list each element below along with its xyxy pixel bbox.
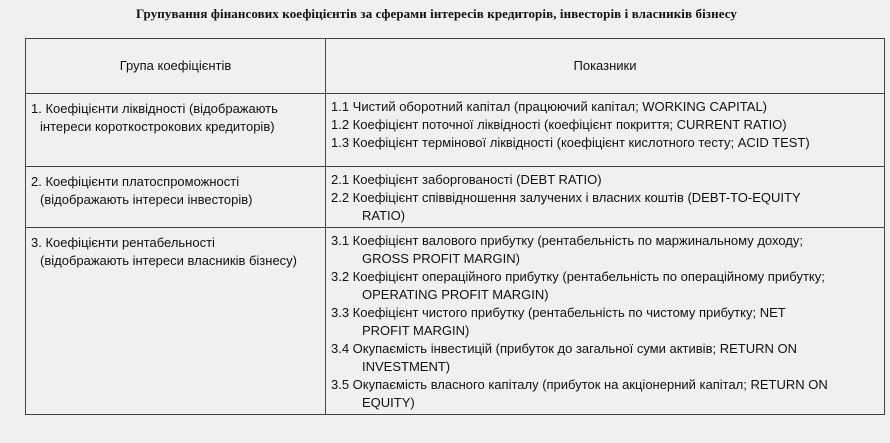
indicator-text: 3.1 Коефіцієнт валового прибутку (рентабельність по маржинальному доходу; [331, 233, 803, 248]
indicator-text-continued: RATIO) [362, 208, 406, 223]
indicator-text-continued: INVESTMENT) [362, 359, 451, 374]
indicators-cell [326, 94, 885, 167]
indicator-text: 2.2 Коефіцієнт співвідношення залучених і власних коштів (DEBT-TO-EQUITY [331, 190, 801, 205]
indicator-text: 1.1 Чистий оборотний капітал (працюючий капітал; WORKING CAPITAL) [331, 99, 768, 114]
indicators-cell [326, 228, 885, 415]
indicator-text: 3.2 Коефіцієнт операційного прибутку (рентабельність по операційному прибутку; [331, 269, 825, 284]
group-cell [26, 228, 326, 415]
indicator-item [331, 116, 880, 134]
group-name: 2. Коефіцієнти платоспроможності [31, 174, 240, 189]
group-description: (відображають інтереси власників бізнесу) [40, 253, 298, 268]
indicator-item [331, 268, 880, 304]
indicator-text: 2.1 Коефіцієнт заборгованості (DEBT RATIO) [331, 172, 602, 187]
indicator-item [331, 340, 880, 376]
group-name: 1. Коефіцієнти ліквідності (відображають [31, 101, 278, 116]
page-title: Групування фінансових коефіцієнтів за сферами інтересів кредиторів, інвесторів і власників бізнесу [136, 6, 738, 21]
group-description: (відображають інтереси інвесторів) [40, 192, 253, 207]
indicators-cell [326, 167, 885, 228]
indicator-text-continued: GROSS PROFIT MARGIN) [362, 251, 520, 266]
indicator-item [331, 376, 880, 412]
indicator-text: 3.4 Окупаємість інвестицій (прибуток до загальної суми активів; RETURN ON [331, 341, 797, 356]
header-group: Група коефіцієнтів [26, 39, 326, 94]
table-header-row [26, 39, 885, 94]
indicator-item [331, 189, 880, 225]
indicator-text: 1.2 Коефіцієнт поточної ліквідності (коефіцієнт покриття; CURRENT RATIO) [331, 117, 787, 132]
indicator-text-continued: PROFIT MARGIN) [362, 323, 470, 338]
indicator-item [331, 304, 880, 340]
indicator-item [331, 232, 880, 268]
coefficients-table [25, 38, 885, 415]
table-row [26, 167, 885, 228]
indicator-text: 1.3 Коефіцієнт термінової ліквідності (коефіцієнт кислотного тесту; ACID TEST) [331, 135, 810, 150]
indicator-item [331, 134, 880, 152]
indicator-text-continued: OPERATING PROFIT MARGIN) [362, 287, 549, 302]
group-name: 3. Коефіцієнти рентабельності [31, 235, 215, 250]
group-cell [26, 94, 326, 167]
group-cell [26, 167, 326, 228]
indicator-text: 3.5 Окупаємість власного капіталу (прибуток на акціонерний капітал; RETURN ON [331, 377, 828, 392]
indicator-text-continued: EQUITY) [362, 395, 415, 410]
header-indicators: Показники [326, 39, 885, 94]
indicator-text: 3.3 Коефіцієнт чистого прибутку (рентабельність по чистому прибутку; NET [331, 305, 786, 320]
table-row [26, 228, 885, 415]
table-row [26, 94, 885, 167]
indicator-item [331, 171, 880, 189]
group-description: інтереси короткострокових кредиторів) [40, 119, 275, 134]
indicator-item [331, 98, 880, 116]
